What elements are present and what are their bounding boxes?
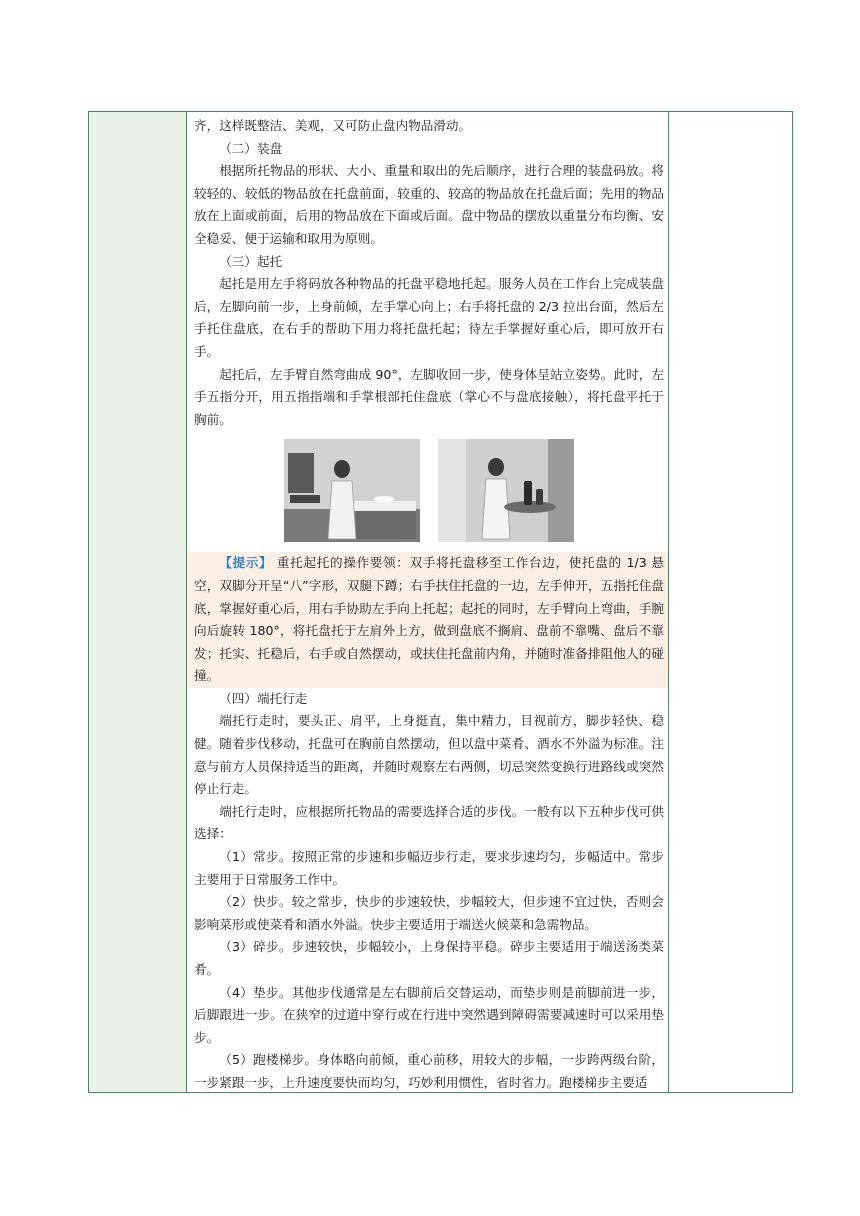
tip-block	[187, 552, 668, 688]
main-column	[187, 112, 669, 1092]
bottom-paragraphs	[194, 688, 664, 1092]
paragraph: （三）起托	[219, 253, 283, 269]
paragraph: （3）碎步。步速较快，步幅较小，上身保持平稳。碎步主要适用于端送汤类菜肴。	[194, 939, 664, 977]
tip-text: 重托起托的操作要领：双手将托盘移至工作台边，使托盘的 1/3 悬空，双脚分开呈“八”字形，双腿下蹲；右手扶住托盘的一边，左手伸开，五指托住盘底，掌握好重心后，用右手协助左手向上托起；起托的同时，左手臂向上弯曲，手腕向后旋转 180°，将托盘托于左肩外上方，做到盘底不搁肩、盘前不靠嘴、盘后不靠发；托实、托稳后，右手或自然摆动，或扶住托盘前内角，并随时准备排阻他人的碰撞。	[194, 555, 665, 684]
waitress-photo-2	[438, 439, 574, 542]
paragraph: 端托行走时，应根据所托物品的需要选择合适的步伐。一般有以下五种步伐可供选择：	[194, 803, 664, 842]
paragraph: 起托后，左手臂自然弯曲成 90°，左脚收回一步，使身体呈站立姿势。此时，左手五指分开，用五指指端和手掌根部托住盘底（掌心不与盘底接触），将托盘平托于胸前。	[194, 366, 664, 427]
paragraph: 起托是用左手将码放各种物品的托盘平稳地托起。服务人员在工作台上完成装盘后，左脚向前一步，上身前倾，左手掌心向上；右手将托盘的 2/3 拉出台面，然后左手托住盘底，在右手的帮助下用力将托盘托起；待左手掌握好重心后，即可放开右手。	[194, 276, 664, 359]
paragraph: 齐，这样既整洁、美观，又可防止盘内物品滑动。	[194, 118, 472, 133]
paragraph: （4）垫步。其他步伐通常是左右脚前后交替运动，而垫步则是前脚前进一步，后脚跟进一步。在狭窄的过道中穿行或在行进中突然遇到障碍需要减速时可以采用垫步。	[194, 984, 664, 1045]
top-paragraphs	[194, 115, 664, 431]
tip-paragraph	[194, 552, 664, 688]
paragraph: （1）常步。按照正常的步速和步幅迈步行走，要求步速均匀，步幅适中。常步主要用于日常服务工作中。	[194, 849, 664, 887]
left-column	[89, 112, 187, 1092]
paragraph: 端托行走时，要头正、肩平，上身挺直，集中精力，目视前方，脚步轻快、稳健。随着步伐移动，托盘可在胸前自然摆动，但以盘中菜肴、酒水不外溢为标准。注意与前方人员保持适当的距离，并随时观察左右两侧，切忌突然变换行进路线或突然停止行走。	[194, 713, 664, 797]
photo-row	[194, 439, 664, 542]
right-column	[669, 112, 792, 1092]
tip-label: 【提示】	[219, 555, 273, 571]
paragraph: （5）跑楼梯步。身体略向前倾，重心前移，用较大的步幅，一步跨两级台阶，一步紧跟一步，上升速度要快而均匀，巧妙利用惯性，省时省力。跑楼梯步主要适	[194, 1052, 664, 1090]
paragraph: 根据所托物品的形状、大小、重量和取出的先后顺序，进行合理的装盘码放。将较轻的、较低的物品放在托盘前面，较重的、较高的物品放在托盘后面；先用的物品放在上面或前面，后用的物品放在下面或后面。盘中物品的摆放以重量分布均衡、安全稳妥、便于运输和取用为原则。	[194, 163, 664, 246]
paragraph: （四）端托行走	[219, 690, 308, 706]
paragraph: （二）装盘	[219, 140, 283, 156]
content-table	[88, 111, 793, 1093]
paragraph: （2）快步。较之常步，快步的步速较快，步幅较大，但步速不宜过快，否则会影响菜形或使菜肴和酒水外溢。快步主要适用于端送火候菜和急需物品。	[194, 894, 664, 932]
waitress-photo-1	[284, 439, 420, 542]
